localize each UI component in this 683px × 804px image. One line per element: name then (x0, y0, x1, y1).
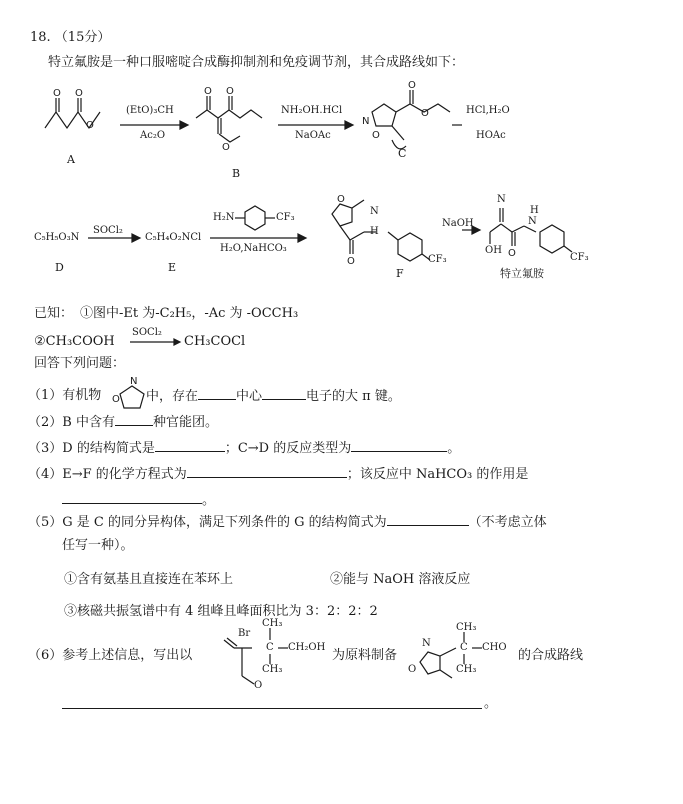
q5-condition-2: ②能与 NaOH 溶液反应 (330, 572, 471, 587)
q6-target-ch3-top: CH₃ (456, 622, 477, 633)
q1-prefix: （1）有机物 (28, 388, 102, 403)
svg-text:O: O (372, 130, 380, 141)
q6-target-o: O (408, 664, 417, 675)
q5-condition-1: ①含有氨基且直接连在苯环上 (64, 572, 234, 587)
arrow4-reagent: SOCl₂ (93, 225, 123, 236)
known-line2-left: ②CH₃COOH (34, 334, 115, 349)
arrow5-reagent-cf3: CF₃ (276, 212, 295, 223)
f-amide-h: H (370, 226, 379, 237)
q6-ch3-top: CH₃ (262, 618, 283, 629)
label-c: C (398, 147, 407, 160)
q3-middle: ；C→D 的反应类型为 (224, 441, 352, 456)
arrow6-reagent: NaOH (442, 218, 474, 229)
q3-end: 。 (447, 441, 461, 456)
svg-text:O: O (408, 80, 416, 91)
known-line2-reagent: SOCl₂ (132, 327, 162, 338)
svg-text:O: O (337, 194, 345, 205)
q6-br: Br (238, 628, 251, 639)
svg-text:O: O (508, 248, 516, 259)
q6-target-ch3-bottom: CH₃ (456, 664, 477, 675)
product-oh: OH (485, 245, 502, 256)
q6-c: C (266, 642, 274, 653)
arrow1-condition: Ac₂O (140, 130, 166, 141)
arrow2-reagent: NH₂OH.HCl (281, 105, 343, 116)
label-d: D (55, 261, 64, 274)
q6-suffix: 的合成路线 (518, 648, 584, 663)
svg-text:O: O (347, 256, 355, 267)
svg-text:O: O (75, 88, 83, 99)
svg-text:O: O (204, 86, 212, 97)
compound-d-formula: C₅H₅O₃N (34, 232, 80, 243)
q1-suffix: 电子的大 π 键。 (306, 389, 401, 404)
q3-prefix: （3）D 的结构简式是 (28, 441, 155, 456)
q1-center: 中心 (236, 389, 263, 404)
label-a: A (67, 153, 75, 166)
q5-note: （不考虑立体 (468, 515, 547, 530)
q6-prefix: （6）参考上述信息，写出以 (28, 648, 193, 663)
known-line1: ①图中-Et 为-C₂H₅，-Ac 为 -OCCH₃ (80, 306, 299, 321)
svg-text:O: O (86, 120, 94, 131)
question-intro: 特立氟胺是一种口服嘧啶合成酶抑制剂和免疫调节剂，其合成路线如下： (48, 55, 465, 70)
product-cf3: CF₃ (570, 252, 589, 263)
arrow1-reagent: (EtO)₃CH (126, 105, 174, 116)
q5-note-2: 任写一种）。 (62, 538, 134, 553)
f-amide-n: N (370, 206, 379, 217)
svg-text:O: O (222, 142, 230, 153)
arrow3-reagent: HCl,H₂O (466, 105, 510, 116)
svg-text:O: O (53, 88, 61, 99)
q6-middle: 为原料制备 (332, 648, 398, 663)
q2-prefix: （2）B 中含有 (28, 415, 115, 430)
q4-middle: ；该反应中 NaHCO₃ 的作用是 (346, 467, 529, 482)
q6-ether-o: O (254, 680, 263, 691)
known-title: 已知： (34, 306, 74, 321)
answer-prompt: 回答下列问题： (34, 356, 126, 371)
q5-condition-3: ③核磁共振氢谱中有 4 组峰且峰面积比为 3：2：2：2 (64, 604, 378, 619)
arrow5-condition: H₂O,NaHCO₃ (220, 243, 287, 254)
q6-target-cho: CHO (482, 642, 507, 653)
svg-text:O: O (112, 394, 120, 405)
q4-end: 。 (202, 493, 216, 508)
svg-text:N: N (130, 376, 138, 387)
label-b: B (232, 167, 241, 180)
product-nitrile-n: N (497, 194, 506, 205)
label-product: 特立氟胺 (500, 267, 544, 280)
known-line2-right: CH₃COCl (184, 334, 246, 349)
product-amide-n: N (528, 216, 537, 227)
q2-suffix: 种官能团。 (152, 415, 218, 430)
svg-text:O: O (226, 86, 234, 97)
product-amide-h: H (530, 205, 539, 216)
q6-answer-line[interactable] (62, 708, 482, 709)
q6-ch3-bottom: CH₃ (262, 664, 283, 675)
q6-end: 。 (484, 696, 498, 711)
svg-text:N: N (362, 116, 370, 127)
label-f: F (396, 267, 404, 280)
q6-target-n: N (422, 638, 431, 649)
q6-ch2oh: CH₂OH (288, 642, 326, 653)
svg-text:O: O (421, 108, 429, 119)
question-number: 18. （15分） (30, 30, 111, 45)
q4-prefix: （4）E→F 的化学方程式为 (28, 467, 187, 482)
compound-e-formula: C₅H₄O₂NCl (145, 232, 202, 243)
arrow2-condition: NaOAc (295, 130, 331, 141)
label-e: E (168, 261, 177, 274)
q6-target-c: C (460, 642, 468, 653)
q1-middle: 中，存在 (146, 389, 199, 404)
arrow5-reagent: H₂N (213, 212, 235, 223)
q5-prefix: （5）G 是 C 的同分异构体，满足下列条件的 G 的结构简式为 (28, 515, 387, 530)
f-cf3: CF₃ (428, 254, 447, 265)
arrow3-condition: HOAc (476, 130, 506, 141)
